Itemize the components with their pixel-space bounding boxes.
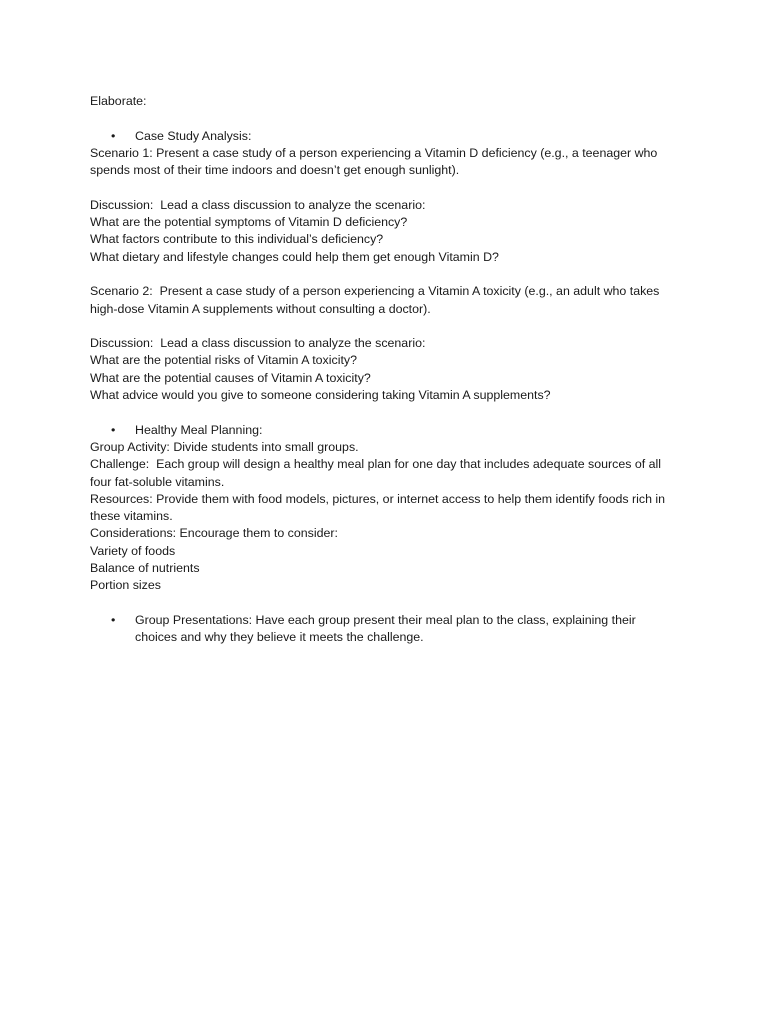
spacer bbox=[90, 404, 680, 421]
group-activity-text: Group Activity: Divide students into small groups. bbox=[90, 439, 359, 454]
discussion-2-intro: Discussion: Lead a class discussion to analyze the scenario: bbox=[90, 336, 426, 351]
challenge-text: Challenge: Each group will design a healthy meal plan for one day that includes adequate sources of all four fat-soluble vitamins. bbox=[90, 457, 665, 489]
spacer bbox=[90, 110, 680, 127]
spacer bbox=[90, 266, 680, 283]
section-heading: Elaborate: bbox=[90, 94, 147, 108]
consideration-item: Portion sizes bbox=[90, 578, 161, 593]
spacer bbox=[90, 179, 680, 196]
bullet-meal-planning bbox=[90, 422, 680, 439]
bullet-label: Case Study Analysis: bbox=[135, 128, 252, 143]
discussion-1-question: What factors contribute to this individual’s deficiency? bbox=[90, 232, 384, 247]
spacer bbox=[90, 595, 680, 612]
bullet-icon: • bbox=[111, 612, 116, 627]
discussion-2-question: What are the potential causes of Vitamin A toxicity? bbox=[90, 370, 371, 385]
bullet-presentations bbox=[90, 612, 680, 647]
bullet-case-study bbox=[90, 128, 680, 145]
discussion-1-question: What dietary and lifestyle changes could help them get enough Vitamin D? bbox=[90, 249, 499, 264]
bullet-label: Group Presentations: Have each group present their meal plan to the class, explaining their choices and why they believe it meets the challenge. bbox=[135, 612, 636, 645]
document-body bbox=[90, 93, 680, 647]
scenario-2-text: Scenario 2: Present a case study of a person experiencing a Vitamin A toxicity (e.g., an adult who takes high-dose Vitamin A supplements without consulting a doctor). bbox=[90, 284, 663, 316]
bullet-label: Healthy Meal Planning: bbox=[135, 422, 263, 437]
consideration-item: Variety of foods bbox=[90, 543, 176, 558]
resources-text: Resources: Provide them with food models, pictures, or internet access to help them identify foods rich in these vitamins. bbox=[90, 491, 669, 524]
discussion-1-intro: Discussion: Lead a class discussion to analyze the scenario: bbox=[90, 197, 426, 212]
bullet-icon: • bbox=[111, 128, 116, 143]
discussion-2-question: What advice would you give to someone considering taking Vitamin A supplements? bbox=[90, 388, 551, 403]
discussion-1-question: What are the potential symptoms of Vitamin D deficiency? bbox=[90, 215, 408, 230]
spacer bbox=[90, 318, 680, 335]
considerations-intro: Considerations: Encourage them to consider: bbox=[90, 526, 338, 541]
discussion-2-question: What are the potential risks of Vitamin A toxicity? bbox=[90, 353, 357, 368]
bullet-icon: • bbox=[111, 422, 116, 437]
consideration-item: Balance of nutrients bbox=[90, 561, 200, 576]
scenario-1-text: Scenario 1: Present a case study of a person experiencing a Vitamin D deficiency (e.g., a teenager who spends most of their time indoors and doesn’t get enough sunlight). bbox=[90, 145, 661, 178]
